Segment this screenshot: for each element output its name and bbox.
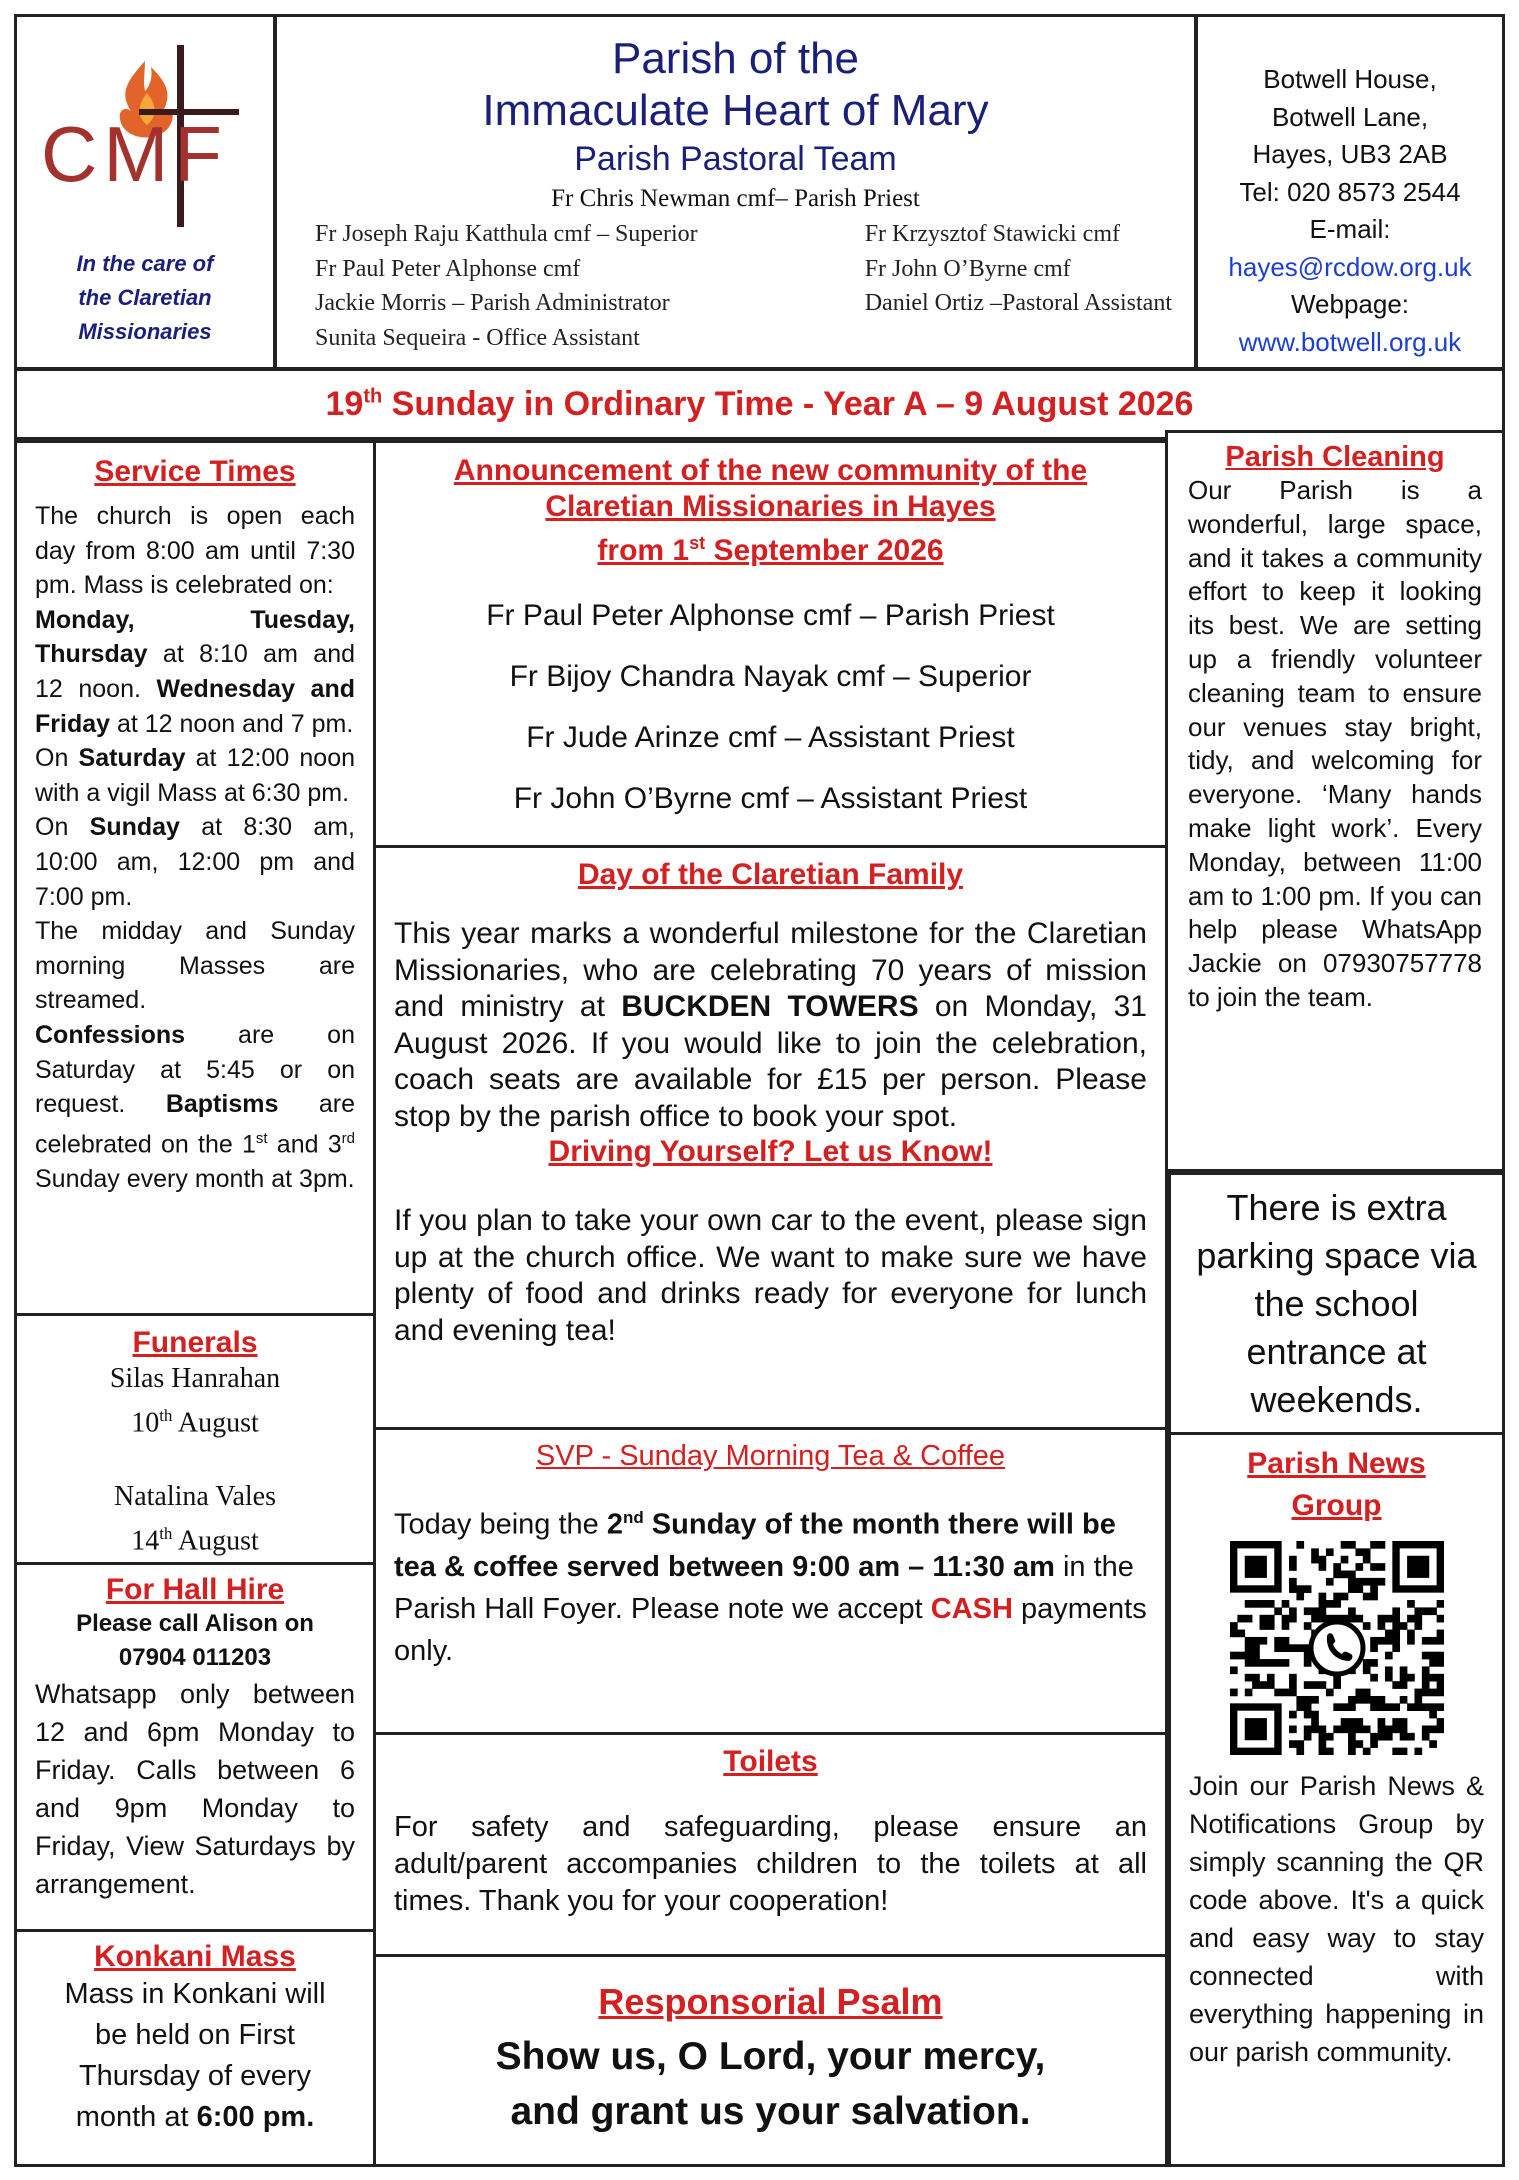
funeral-date [17, 1397, 373, 1441]
community-member: Fr Paul Peter Alphonse cmf – Parish Priest [486, 599, 1055, 632]
service-times-saturday [35, 741, 355, 810]
logo-caption-line: Missionaries [78, 319, 212, 344]
hall-hire-text: Whatsapp only between 12 and 6pm Monday to Friday. Calls between 6 and 9pm Monday to Friday, View Saturdays by arrangement. [35, 1679, 355, 1899]
team-member: Sunita Sequeira - Office Assistant [315, 324, 640, 351]
community-member: Fr John O’Byrne cmf – Assistant Priest [513, 782, 1028, 815]
label-mon-tue-thu: Monday, Tuesday, Thursday [35, 605, 355, 669]
psalm-title: Responsorial Psalm [598, 1981, 943, 2022]
logo-caption-line: the Claretian [78, 285, 212, 310]
driving-text: If you plan to take your own car to the event, please sign up at the church office. We want to make sure we have plenty of food and drinks ready for everyone for lunch and evening tea! [394, 1204, 1147, 1347]
svp-sup: nd [622, 1508, 644, 1527]
konkani-title: Konkani Mass [94, 1940, 296, 1973]
service-times-title: Service Times [94, 455, 296, 488]
team-member: Fr Paul Peter Alphonse cmf [315, 255, 581, 282]
svp-panel [373, 1427, 1168, 1735]
label-wed-fri: Wednesday and Friday [35, 674, 355, 738]
funerals-panel [14, 1313, 376, 1565]
svp-pre: Today being the [394, 1508, 607, 1541]
service-times-sunday [35, 810, 355, 914]
hall-hire-panel [14, 1562, 376, 1932]
sup-st: st [255, 1129, 268, 1147]
website-link[interactable]: www.botwell.org.uk [1238, 326, 1462, 357]
service-times-sacraments [35, 1018, 355, 1196]
times-mon-tue-thu: at 8:10 am and 12 noon. [35, 640, 355, 703]
konkani-text [17, 1974, 373, 2138]
qr-code-icon [1230, 1541, 1444, 1755]
parish-cleaning-panel [1165, 430, 1505, 1172]
telephone: Tel: 020 8573 2544 [1239, 176, 1461, 207]
announcement-date-sup: st [689, 533, 706, 553]
parking-panel [1168, 1172, 1505, 1435]
baptisms-text: are celebrated on the 1 [35, 1090, 355, 1159]
funerals-title: Funerals [132, 1326, 258, 1359]
parish-news-panel [1168, 1432, 1505, 2167]
claretian-day-title: Day of the Claretian Family [577, 858, 964, 891]
logo-panel [14, 14, 276, 370]
sup-rd: rd [341, 1129, 355, 1147]
announcement-title-line: Claretian Missionaries in Hayes [545, 490, 996, 523]
driving-title: Driving Yourself? Let us Know! [548, 1135, 993, 1168]
news-title-line: Parish News [1247, 1447, 1426, 1480]
announcement-date-pre: from 1 [597, 534, 690, 567]
claretian-text-pre: This year marks a wonderful milestone for the Claretian Missionaries, who are celebrating 70 years of mission and ministry at [394, 917, 1147, 1023]
liturgical-date [326, 385, 1194, 424]
parish-priest: Fr Chris Newman cmf– Parish Priest [551, 185, 920, 212]
sun-pre: On [35, 813, 90, 842]
svp-mid: in the Parish Hall Foyer. Please note we accept [394, 1550, 1134, 1625]
confessions-text: are on Saturday at 5:45 or on request. [35, 1020, 355, 1119]
address-line: Botwell House, [1263, 64, 1437, 94]
date-sup: th [363, 385, 383, 408]
toilets-panel [373, 1732, 1168, 1957]
team-member: Fr John O’Byrne cmf [864, 255, 1071, 282]
svp-text [394, 1497, 1147, 1672]
funeral-day: 10 [131, 1407, 160, 1439]
announcement-title-line: Announcement of the new community of the [453, 454, 1088, 487]
funeral-sup: th [159, 1406, 173, 1425]
email-link[interactable]: hayes@rcdow.org.uk [1228, 251, 1472, 282]
times-saturday: at 12:00 noon with a vigil Mass at 6:30 pm. [35, 744, 355, 807]
label-sunday: Sunday [89, 813, 180, 842]
address-panel [1195, 14, 1505, 370]
team-list-right [865, 217, 1172, 355]
svp-title: SVP - Sunday Morning Tea & Coffee [535, 1440, 1006, 1472]
logo-caption [17, 247, 273, 349]
times-wed-fri: at 12 noon and 7 pm. [110, 709, 354, 738]
news-title-line: Group [1291, 1489, 1382, 1522]
announcement-title-line [376, 525, 1165, 569]
sat-pre: On [35, 744, 79, 773]
funeral-name: Natalina Vales [114, 1481, 276, 1513]
svp-cash: CASH [930, 1592, 1013, 1625]
responsorial-psalm-panel [373, 1954, 1168, 2167]
cleaning-title: Parish Cleaning [1225, 441, 1445, 473]
toilets-text: For safety and safeguarding, please ensure an adult/parent accompanies children to the toilets at all times. Thank you for your cooperation! [394, 1811, 1147, 1917]
team-member: Fr Krzysztof Stawicki cmf [864, 221, 1120, 247]
funeral-month: August [172, 1525, 259, 1557]
whatsapp-qr-code[interactable] [1230, 1541, 1444, 1755]
konkani-body: Mass in Konkani will be held on First Thursday of every month at [64, 1978, 326, 2133]
date-num: 19 [325, 384, 364, 423]
hall-hire-contact: Please call Alison on 07904 011203 [76, 1610, 314, 1671]
email-label: E-mail: [1309, 214, 1391, 244]
community-member: Fr Jude Arinze cmf – Assistant Priest [526, 721, 1015, 754]
cleaning-text: Our Parish is a wonderful, large space, and it takes a community effort to keep it looking its best. We are setting up a friendly volunteer cleaning team to ensure our venues stay bright, tidy, and welcoming for everyone. ‘Many hands make light work’. Every Monday, between 11:00 am to 1:00 pm. If you can help please WhatsApp Jackie on 07930757778 to join the team. [1188, 475, 1482, 1012]
address-line: Botwell Lane, [1271, 101, 1429, 132]
parish-title-line1: Parish of the [611, 34, 860, 83]
parking-text: There is extra parking space via the school entrance at weekends. [1196, 1186, 1477, 1420]
konkani-time: 6:00 pm. [196, 2101, 315, 2133]
announcement-title [376, 443, 1165, 569]
community-list [376, 585, 1165, 829]
service-times-open: The church is open each day from 8:00 am until 7:30 pm. Mass is celebrated on: [35, 502, 355, 600]
buckden-towers: BUCKDEN TOWERS [621, 990, 919, 1023]
psalm-line: and grant us your salvation. [510, 2090, 1031, 2133]
service-times-panel [14, 440, 376, 1316]
times-sunday: at 8:30 am, 10:00 am, 12:00 pm and 7:00 pm. [35, 813, 355, 911]
announcement-panel [373, 440, 1168, 848]
funeral-sup: th [159, 1524, 173, 1544]
logo-text: CMF [41, 110, 228, 198]
news-title [1189, 1443, 1484, 1527]
baptisms-text: and 3 [267, 1130, 342, 1159]
team-member: Daniel Ortiz –Pastoral Assistant [864, 290, 1172, 316]
team-list-left [315, 217, 698, 355]
parish-title-panel [274, 14, 1197, 370]
claretian-day-panel [373, 845, 1168, 1430]
konkani-mass-panel [14, 1929, 376, 2167]
svp-post: payments only. [394, 1592, 1147, 1667]
webpage-label: Webpage: [1290, 289, 1410, 319]
community-member: Fr Bijoy Chandra Nayak cmf – Superior [509, 660, 1032, 693]
service-times-text [35, 499, 355, 1196]
news-text: Join our Parish News & Notifications Group by simply scanning the QR code above. It's a quick and easy way to stay connected with everything happening in our parish community. [1189, 1771, 1484, 2067]
team-member: Jackie Morris – Parish Administrator [315, 290, 670, 316]
service-times-streamed: The midday and Sunday morning Masses are streamed. [35, 917, 355, 1015]
funeral-name: Silas Hanrahan [109, 1363, 281, 1394]
date-rest: Sunday in Ordinary Time - Year A – 9 August 2026 [382, 384, 1194, 423]
label-confessions: Confessions [35, 1020, 186, 1049]
funeral-entry [17, 1478, 373, 1559]
team-list [277, 217, 1194, 355]
service-times-weekday [35, 603, 355, 741]
svp-num: 2 [606, 1508, 623, 1541]
cmf-logo [27, 31, 267, 231]
baptisms-text: Sunday every month at 3pm. [35, 1164, 355, 1193]
svp-bold: Sunday of the month there will be tea & coffee served between 9:00 am – 11:30 am [394, 1508, 1116, 1583]
label-saturday: Saturday [78, 744, 186, 773]
claretian-text-post: on Monday, 31 August 2026. If you would like to join the celebration, coach seats are available for £15 per person. Please stop by the parish office to book your spot. [394, 990, 1147, 1133]
label-baptisms: Baptisms [165, 1090, 279, 1119]
claretian-day-text [394, 916, 1147, 1135]
psalm-line: Show us, O Lord, your mercy, [495, 2035, 1046, 2078]
logo-caption-line: In the care of [76, 251, 214, 276]
funeral-day: 14 [131, 1525, 160, 1557]
funeral-entry [17, 1360, 373, 1441]
parish-title-line2: Immaculate Heart of Mary [482, 86, 989, 135]
address-line: Hayes, UB3 2AB [1252, 139, 1448, 169]
toilets-title: Toilets [723, 1745, 818, 1778]
announcement-date-post: September 2026 [705, 534, 944, 567]
funeral-month: August [172, 1407, 259, 1439]
team-member: Fr Joseph Raju Katthula cmf – Superior [315, 221, 698, 247]
psalm-response [376, 2029, 1165, 2139]
team-title: Parish Pastoral Team [574, 140, 897, 178]
hall-hire-title: For Hall Hire [105, 1573, 285, 1606]
funeral-date [17, 1515, 373, 1559]
